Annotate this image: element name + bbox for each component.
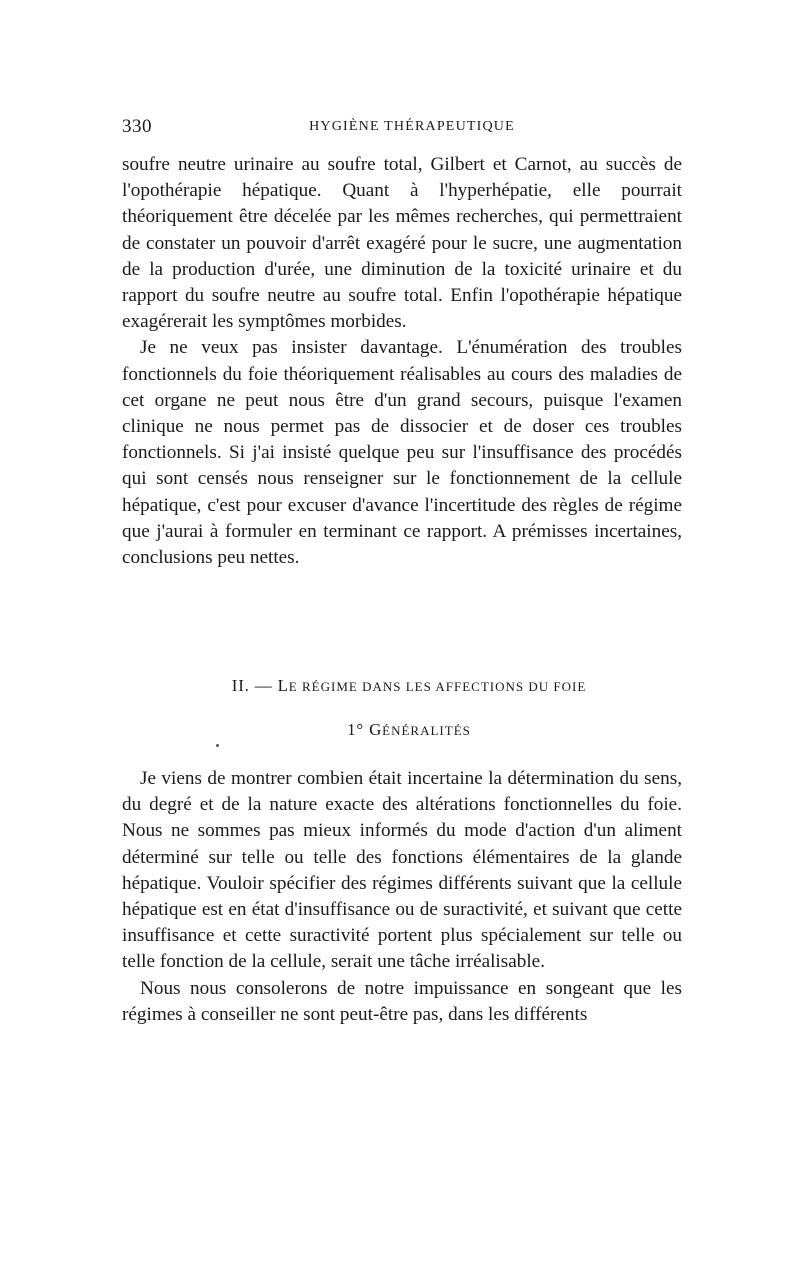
page-number: 330	[122, 116, 152, 137]
paragraph: Je viens de montrer combien était incertaine la détermination du sens, du degré et de la nature exacte des altérations fonctionnelles du foie. Nous ne sommes pas mieux informés du mode d'action d'un aliment déterminé sur telle ou telle des fonctions élémentaires de la glande hépatique. Vouloir spécifier des régimes différents suivant que la cellule hépatique est en état d'insuffisance ou de suractivité, et suivant que cette insuffisance et cette suractivité portent plus spécialement sur telle ou telle fonction de la cellule, serait une tâche irréalisable.	[122, 768, 682, 973]
subsection-heading	[122, 720, 682, 740]
section-heading-title: E RÉGIME DANS LES AFFECTIONS DU FOIE	[288, 679, 587, 694]
text-block-intro	[122, 152, 682, 571]
section-heading	[122, 676, 682, 696]
paragraph: Nous nous consolerons de notre impuissance en songeant que les régimes à conseiller ne sont peut-être pas, dans les différents	[122, 977, 682, 1025]
subsection-heading-lead: 1° G	[347, 720, 383, 739]
subsection-heading-title: ÉNÉRALITÉS	[382, 723, 471, 738]
print-speck	[216, 744, 219, 747]
paragraph-continued: soufre neutre urinaire au soufre total, Gilbert et Carnot, au succès de l'opothérapie hépatique. Quant à l'hyperhépatie, elle pourrait théoriquement être décelée par les mêmes recherches, qui permettraient de constater un pouvoir d'arrêt exagéré pour le sucre, une augmentation de la production d'urée, une diminution de la toxicité urinaire et du rapport du soufre neutre au soufre total. Enfin l'opothérapie hépatique exagérerait les symptômes morbides.	[122, 154, 682, 333]
paragraph: Je ne veux pas insister davantage. L'énumération des troubles fonctionnels du foie théoriquement réalisables au cours des maladies de cet organe ne peut nous être d'un grand secours, puisque l'examen clinique ne nous permet pas de dissocier et de doser ces troubles fonctionnels. Si j'ai insisté quelque peu sur l'insuffisance des procédés qui sont censés nous renseigner sur le fonctionnement de la cellule hépatique, c'est pour excuser d'avance l'incertitude des règles de régime que j'aurai à formuler en terminant ce rapport. A prémisses incertaines, conclusions peu nettes.	[122, 337, 682, 569]
running-head: HYGIÈNE THÉRAPEUTIQUE	[309, 119, 515, 134]
text-block-generalites	[122, 766, 682, 1028]
section-heading-lead: II. — L	[231, 676, 289, 695]
page-header	[122, 116, 684, 140]
